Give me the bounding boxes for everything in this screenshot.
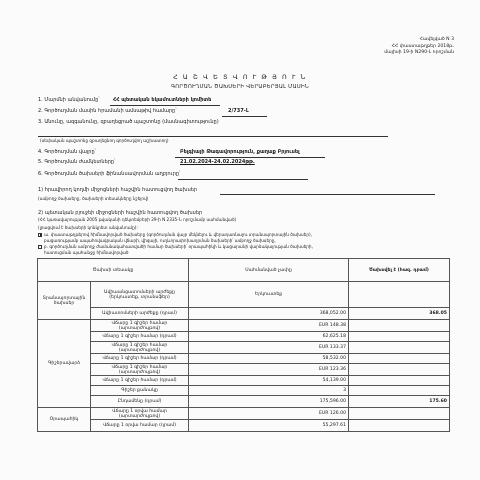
- field-5-value: 21.02.2024-24.02.2024թթ.: [180, 159, 255, 165]
- field-1-label: 1. Մարմնի անվանումը՝: [38, 97, 100, 103]
- table-row: [38, 308, 450, 320]
- checkbox-a[interactable]: [38, 233, 42, 237]
- total-cell: [349, 354, 450, 364]
- checkbox-b[interactable]: [38, 245, 42, 249]
- total-cell: 175.60: [349, 396, 450, 408]
- section-1-underline: [220, 194, 435, 195]
- table-row: [38, 320, 450, 332]
- appendix-line-1: Հավելված N 3: [419, 37, 454, 42]
- description-cell: Ավիաանցատոմսերի արժեքը (երկուստեք, տրանսֆեր): [91, 282, 189, 308]
- section-1-text: 1) հրավիրող կողմի միջոցների հաշվին հատուցվող ծախսեր: [38, 187, 198, 193]
- checkbox-a-row: [38, 233, 312, 237]
- appendix-line-2: ՀՀ փաստաթղթեր 2018թ.: [391, 43, 454, 49]
- amount-cell: 58,532.00: [189, 354, 349, 364]
- table-row: [38, 364, 450, 376]
- total-cell: [349, 332, 450, 342]
- section-1-sub: (ամբողջ ծախսերը, ծախսերի տեսակները նշելով): [38, 196, 149, 201]
- field-2-underline: [222, 116, 267, 117]
- checkbox-a-label: ա. փաստաթղթերով հիմնավորված ծախսերը (գործուղման վայր մեկնելու և վերադառնալու տրանսպորտային ծախսեր),: [44, 232, 312, 237]
- field-1-value: ՀՀ պետական եկամուտների կոմիտե: [113, 97, 212, 103]
- amount-cell: 54,139.00: [189, 376, 349, 386]
- total-cell: 368.05: [349, 308, 450, 320]
- header-norm: Սահմանված չափը: [189, 259, 349, 282]
- total-cell: [349, 282, 450, 308]
- field-5-label: 5. Գործուղման ժամկետները՝: [38, 159, 116, 165]
- table-header-row: [38, 259, 450, 282]
- table-row: [38, 420, 450, 432]
- field-4-underline: [175, 157, 325, 158]
- amount-cell: EUR 148.38: [189, 320, 349, 332]
- description-cell: Վճարը 1 գիշեր համար (արտարժույթով): [91, 320, 189, 332]
- total-cell: [349, 386, 450, 396]
- header-expense-type: Ծախսի տեսակը: [38, 259, 189, 282]
- category-cell: Տրանսպորտային ծախսեր: [38, 282, 91, 320]
- table-row: [38, 396, 450, 408]
- table-row: [38, 354, 450, 364]
- field-3-sub: (սեփական պաշտոնը զբաղեցնող գործուղվող աշխատող): [40, 138, 169, 143]
- document-subtitle: ԳՈՐԾՈՒՂՄԱՆ ԾԱԽՍԵՐԻ ՎԵՐԱԲԵՐՅԱԼ ՄԱՍԻՆ: [171, 84, 309, 90]
- table-row: [38, 386, 450, 396]
- checkbox-b-label: բ. գործուղման ամբողջ ժամանակահատվածի համար ծախսերի՝ օրապահիկի և կացարանի վարձակալության ծախսերի,: [44, 244, 313, 249]
- total-cell: [349, 420, 450, 432]
- document-title: Հ Ա Շ Վ Ե Տ Վ Ո Ւ Թ Յ Ո Ւ Ն: [173, 73, 307, 81]
- header-spent: Ծախսվել է (հազ. դրամ): [349, 259, 450, 282]
- description-cell: Վճարը 1 գիշեր համար (դրամ): [91, 332, 189, 342]
- amount-cell: 55,297.61: [189, 420, 349, 432]
- table-row: [38, 282, 450, 308]
- field-2-label: 2. Գործուղման մասին հրամանի ամսաթիվ համարը՝: [38, 108, 177, 114]
- field-3-underline: [38, 136, 388, 137]
- description-cell: Վճարը 1 օրվա համար (արտարժույթով): [91, 408, 189, 420]
- total-cell: [349, 376, 450, 386]
- description-cell: Վճարը 1 օրվա համար (դրամ): [91, 420, 189, 432]
- field-6-underline: [178, 179, 308, 180]
- description-cell: Վճարը 1 գիշեր համար (դրամ): [91, 354, 189, 364]
- field-2-value: 2/737-Լ: [228, 108, 249, 114]
- category-cell: Գիշերավարձ: [38, 320, 91, 408]
- field-4-label: 4. Գործուղման վայրը՝: [38, 149, 96, 155]
- amount-cell: EUR 133.37: [189, 342, 349, 354]
- description-cell: Գիշեր քանակը: [91, 386, 189, 396]
- description-cell: Վճարը 1 գիշեր համար (արտարժույթով): [91, 342, 189, 354]
- field-6-label: 6. Գործուղման ծախսերի ֆինանսավորման աղբյուրը՝: [38, 171, 181, 177]
- description-cell: Ավիատոմսերի արժեքը (դրամ): [91, 308, 189, 320]
- category-cell: Օրապահիկ: [38, 408, 91, 432]
- amount-cell: EUR 123.36: [189, 364, 349, 376]
- checkbox-b-row: [38, 245, 313, 249]
- amount-cell: EUR 126.00: [189, 408, 349, 420]
- total-cell: [349, 364, 450, 376]
- total-cell: [349, 342, 450, 354]
- field-3-label: 3. Անունը, ազգանունը, զբաղեցրած պաշտոնը (մասնագիտությունը): [38, 119, 219, 125]
- section-2-text: 2) պետական բյուջեի միջոցների հաշվին հատուցվող ծախսեր: [38, 210, 203, 216]
- checkbox-a-label-2: բացառությամբ ապահովագրական վճարի, վիզայի, ուղևորափոխադրման ծախսերի՝ ամբողջ ծախսերը,: [44, 238, 276, 243]
- table-row: [38, 408, 450, 420]
- section-2-sub: (ՀՀ կառավարության 2005 թվականի դեկտեմբերի 29-ի N 2335-Ն որոշմամբ սահմանված): [38, 217, 237, 222]
- description-cell: Վճարը 1 գիշեր համար (արտարժույթով): [91, 364, 189, 376]
- amount-cell: 3: [189, 386, 349, 396]
- amount-cell: 62,625.18: [189, 332, 349, 342]
- appendix-note: [384, 37, 454, 57]
- total-cell: [349, 408, 450, 420]
- field-1-underline: [110, 105, 220, 106]
- amount-cell: Երկուստեք: [189, 282, 349, 308]
- description-cell: Վճարը 1 գիշեր համար (դրամ): [91, 376, 189, 386]
- total-cell: [349, 320, 450, 332]
- table-row: [38, 342, 450, 354]
- amount-cell: 175,596.00: [189, 396, 349, 408]
- expense-table: [37, 258, 450, 432]
- field-4-value: Բելգիայի Թագավորություն, քաղաք Բրյուսել: [180, 149, 300, 155]
- description-cell: Ընդամենը (դրամ): [91, 396, 189, 408]
- table-row: [38, 332, 450, 342]
- checkbox-b-label-2: հատուցման պահանջը հիմնավորված: [44, 250, 129, 255]
- amount-cell: 368,052.00: [189, 308, 349, 320]
- table-row: [38, 376, 450, 386]
- appendix-line-3: մայիսի 19-ի N290-Լ որոշման: [384, 50, 454, 56]
- section-2-note: (լրացվում է ծախսերի կոնկրետ անվանումը):: [38, 225, 138, 230]
